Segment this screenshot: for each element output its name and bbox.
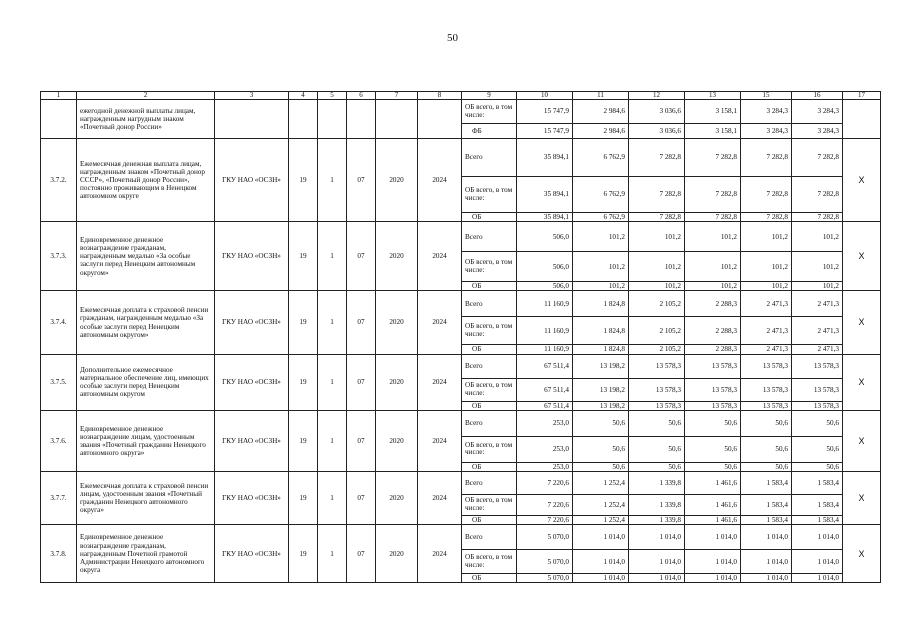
amount-cell: 13 578,3 (792, 354, 843, 378)
amount-cell: 50,6 (741, 436, 792, 462)
empty-cell (347, 100, 376, 139)
amount-cell: 13 578,3 (792, 378, 843, 401)
item-number (41, 100, 77, 139)
item-description: Единовременное денежное вознаграждение лицам, удостоенным звания «Почетный гражданин Ненецкого автономного округа» (77, 410, 215, 471)
x-mark: X (843, 410, 881, 471)
code-cell: 1 (318, 354, 347, 410)
funding-label: ОБ всего, в том числе: (462, 177, 517, 213)
code-cell: 2024 (418, 354, 462, 410)
funding-label: Всего (462, 525, 517, 550)
column-number: 15 (741, 92, 792, 100)
code-cell: 2020 (376, 472, 418, 525)
funding-label: ОБ (462, 213, 517, 222)
item-number: 3.7.3. (41, 222, 77, 291)
amount-cell: 1 014,0 (573, 525, 629, 550)
table-row (41, 222, 881, 252)
amount-cell: 2 471,3 (792, 317, 843, 345)
code-cell: 19 (289, 354, 318, 410)
column-number: 6 (347, 92, 376, 100)
amount-cell: 101,2 (792, 252, 843, 282)
amount-cell: 3 284,3 (792, 100, 843, 124)
code-cell: 2020 (376, 139, 418, 222)
funding-label: ОБ всего, в том числе: (462, 317, 517, 345)
amount-cell: 50,6 (741, 462, 792, 471)
empty-cell (215, 100, 289, 139)
amount-cell: 2 288,3 (685, 291, 741, 317)
code-cell: 2020 (376, 410, 418, 471)
amount-cell: 50,6 (685, 436, 741, 462)
item-description: Ежемесячная доплата к страховой пенсии гражданам, награжденным медалью «За особые заслуги перед Ненецким автономным округом» (77, 291, 215, 354)
amount-cell: 1 461,6 (685, 516, 741, 525)
amount-cell: 67 511,4 (517, 378, 573, 401)
item-description: Единовременное денежное вознаграждение гражданам, награжденным Почетной грамотой Администрации Ненецкого автономного округа (77, 525, 215, 583)
column-number: 2 (77, 92, 215, 100)
amount-cell: 2 105,2 (629, 291, 685, 317)
amount-cell: 2 471,3 (741, 291, 792, 317)
empty-cell (289, 100, 318, 139)
amount-cell: 50,6 (792, 462, 843, 471)
amount-cell: 2 105,2 (629, 317, 685, 345)
amount-cell: 6 762,9 (573, 213, 629, 222)
amount-cell: 7 282,8 (685, 213, 741, 222)
amount-cell: 1 824,8 (573, 317, 629, 345)
amount-cell: 7 282,8 (685, 177, 741, 213)
amount-cell: 5 070,0 (517, 574, 573, 583)
column-number: 4 (289, 92, 318, 100)
amount-cell: 1 583,4 (741, 495, 792, 516)
amount-cell: 3 158,1 (685, 100, 741, 124)
amount-cell: 101,2 (573, 222, 629, 252)
amount-cell: 2 471,3 (792, 291, 843, 317)
item-number: 3.7.7. (41, 472, 77, 525)
amount-cell: 13 198,2 (573, 354, 629, 378)
amount-cell: 1 014,0 (741, 525, 792, 550)
amount-cell: 13 578,3 (629, 354, 685, 378)
program-table (40, 91, 881, 583)
code-cell: 2024 (418, 139, 462, 222)
table-row (41, 472, 881, 495)
amount-cell: 2 984,6 (573, 100, 629, 124)
code-cell: 1 (318, 291, 347, 354)
amount-cell: 101,2 (573, 252, 629, 282)
amount-cell: 7 220,6 (517, 472, 573, 495)
column-number: 12 (629, 92, 685, 100)
amount-cell: 2 984,6 (573, 124, 629, 139)
code-cell: 2020 (376, 291, 418, 354)
code-cell: 2024 (418, 410, 462, 471)
executor: ГКУ НАО «ОСЗН» (215, 410, 289, 471)
code-cell: 07 (347, 472, 376, 525)
column-number: 3 (215, 92, 289, 100)
amount-cell: 101,2 (685, 222, 741, 252)
amount-cell: 101,2 (685, 282, 741, 291)
amount-cell: 1 014,0 (629, 550, 685, 574)
amount-cell: 1 252,4 (573, 516, 629, 525)
amount-cell: 6 762,9 (573, 177, 629, 213)
amount-cell: 506,0 (517, 222, 573, 252)
amount-cell: 6 762,9 (573, 139, 629, 177)
code-cell: 19 (289, 291, 318, 354)
table-row (41, 139, 881, 177)
item-description: ежегодной денежной выплаты лицам, награжденным нагрудным знаком «Почетный донор России» (77, 100, 215, 139)
x-mark: X (843, 139, 881, 222)
amount-cell: 13 578,3 (629, 401, 685, 410)
amount-cell: 50,6 (685, 410, 741, 436)
table-row (41, 354, 881, 378)
item-description: Ежемесячная доплата к страховой пенсии лицам, удостоенным звания «Почетный гражданин Ненецкого автономного округа» (77, 472, 215, 525)
amount-cell: 1 014,0 (685, 550, 741, 574)
amount-cell: 506,0 (517, 282, 573, 291)
column-number: 7 (376, 92, 418, 100)
code-cell: 2020 (376, 525, 418, 583)
item-number: 3.7.8. (41, 525, 77, 583)
table-body (41, 92, 881, 583)
funding-label: ОБ всего, в том числе: (462, 550, 517, 574)
amount-cell: 3 284,3 (741, 100, 792, 124)
amount-cell: 50,6 (629, 462, 685, 471)
amount-cell: 50,6 (792, 410, 843, 436)
amount-cell: 50,6 (685, 462, 741, 471)
empty-cell (418, 100, 462, 139)
code-cell: 19 (289, 472, 318, 525)
amount-cell: 7 282,8 (741, 139, 792, 177)
amount-cell: 1 014,0 (741, 574, 792, 583)
code-cell: 07 (347, 139, 376, 222)
code-cell: 19 (289, 222, 318, 291)
amount-cell: 3 158,1 (685, 124, 741, 139)
code-cell: 19 (289, 410, 318, 471)
amount-cell: 7 220,6 (517, 495, 573, 516)
column-number: 16 (792, 92, 843, 100)
amount-cell: 1 014,0 (792, 550, 843, 574)
table-row (41, 100, 881, 124)
amount-cell: 101,2 (629, 282, 685, 291)
amount-cell: 1 014,0 (685, 525, 741, 550)
table-row (41, 525, 881, 550)
code-cell: 07 (347, 410, 376, 471)
amount-cell: 1 583,4 (792, 472, 843, 495)
executor: ГКУ НАО «ОСЗН» (215, 525, 289, 583)
amount-cell: 7 282,8 (792, 139, 843, 177)
amount-cell: 13 198,2 (573, 401, 629, 410)
amount-cell: 7 220,6 (517, 516, 573, 525)
funding-label: ОБ всего, в том числе: (462, 436, 517, 462)
empty-cell (376, 100, 418, 139)
amount-cell: 13 578,3 (685, 354, 741, 378)
code-cell: 2024 (418, 472, 462, 525)
code-cell: 07 (347, 354, 376, 410)
amount-cell: 2 471,3 (741, 317, 792, 345)
item-number: 3.7.5. (41, 354, 77, 410)
page-number: 50 (447, 32, 458, 44)
amount-cell: 253,0 (517, 410, 573, 436)
amount-cell: 7 282,8 (792, 213, 843, 222)
amount-cell: 50,6 (741, 410, 792, 436)
amount-cell: 3 284,3 (741, 124, 792, 139)
amount-cell: 1 583,4 (741, 516, 792, 525)
amount-cell: 1 014,0 (741, 550, 792, 574)
amount-cell: 11 160,9 (517, 345, 573, 354)
empty-cell (318, 100, 347, 139)
code-cell: 2020 (376, 222, 418, 291)
amount-cell: 35 894,1 (517, 213, 573, 222)
table-row (41, 410, 881, 436)
executor: ГКУ НАО «ОСЗН» (215, 291, 289, 354)
x-mark: X (843, 354, 881, 410)
amount-cell: 50,6 (629, 436, 685, 462)
amount-cell: 2 288,3 (685, 345, 741, 354)
amount-cell: 2 105,2 (629, 345, 685, 354)
item-number: 3.7.2. (41, 139, 77, 222)
funding-label: Всего (462, 354, 517, 378)
amount-cell: 1 014,0 (573, 550, 629, 574)
amount-cell: 67 511,4 (517, 354, 573, 378)
amount-cell: 101,2 (741, 252, 792, 282)
funding-label: ОБ всего, в том числе: (462, 100, 517, 124)
amount-cell: 7 282,8 (741, 177, 792, 213)
amount-cell: 101,2 (573, 282, 629, 291)
amount-cell: 5 070,0 (517, 525, 573, 550)
amount-cell: 1 824,8 (573, 291, 629, 317)
code-cell: 2020 (376, 354, 418, 410)
amount-cell: 101,2 (629, 222, 685, 252)
code-cell: 2024 (418, 525, 462, 583)
amount-cell: 15 747,9 (517, 100, 573, 124)
column-number: 5 (318, 92, 347, 100)
code-cell: 1 (318, 222, 347, 291)
amount-cell: 101,2 (685, 252, 741, 282)
funding-label: ОБ (462, 462, 517, 471)
amount-cell: 2 288,3 (685, 317, 741, 345)
amount-cell: 1 014,0 (792, 525, 843, 550)
column-number: 10 (517, 92, 573, 100)
column-number: 9 (462, 92, 517, 100)
code-cell: 1 (318, 139, 347, 222)
amount-cell: 2 471,3 (741, 345, 792, 354)
amount-cell: 1 461,6 (685, 495, 741, 516)
code-cell: 19 (289, 139, 318, 222)
amount-cell: 15 747,9 (517, 124, 573, 139)
amount-cell: 13 578,3 (741, 378, 792, 401)
header-row (41, 92, 881, 100)
amount-cell: 13 578,3 (685, 378, 741, 401)
code-cell: 2024 (418, 222, 462, 291)
x-mark: X (843, 525, 881, 583)
amount-cell: 13 578,3 (685, 401, 741, 410)
amount-cell: 253,0 (517, 436, 573, 462)
amount-cell: 253,0 (517, 462, 573, 471)
funding-label: Всего (462, 291, 517, 317)
item-description: Дополнительное ежемесячное материальное обеспечение лиц, имеющих особые заслуги перед Ненецким автономным округом (77, 354, 215, 410)
amount-cell: 1 583,4 (792, 495, 843, 516)
amount-cell: 1 014,0 (792, 574, 843, 583)
amount-cell: 35 894,1 (517, 177, 573, 213)
amount-cell: 5 070,0 (517, 550, 573, 574)
funding-label: Всего (462, 139, 517, 177)
executor: ГКУ НАО «ОСЗН» (215, 139, 289, 222)
amount-cell: 7 282,8 (629, 177, 685, 213)
x-mark: X (843, 291, 881, 354)
amount-cell: 50,6 (629, 410, 685, 436)
amount-cell: 1 014,0 (685, 574, 741, 583)
amount-cell: 50,6 (792, 436, 843, 462)
amount-cell: 1 014,0 (573, 574, 629, 583)
amount-cell: 50,6 (573, 410, 629, 436)
amount-cell: 7 282,8 (629, 213, 685, 222)
amount-cell: 13 578,3 (629, 378, 685, 401)
amount-cell: 101,2 (741, 222, 792, 252)
amount-cell: 1 014,0 (629, 525, 685, 550)
funding-label: ОБ (462, 401, 517, 410)
table-row (41, 291, 881, 317)
executor: ГКУ НАО «ОСЗН» (215, 472, 289, 525)
code-cell: 07 (347, 525, 376, 583)
amount-cell: 101,2 (629, 252, 685, 282)
funding-label: ОБ (462, 345, 517, 354)
amount-cell: 1 014,0 (629, 574, 685, 583)
amount-cell: 1 252,4 (573, 495, 629, 516)
code-cell: 1 (318, 525, 347, 583)
amount-cell: 50,6 (573, 462, 629, 471)
funding-label: ОБ всего, в том числе: (462, 378, 517, 401)
amount-cell: 13 578,3 (792, 401, 843, 410)
amount-cell: 11 160,9 (517, 291, 573, 317)
amount-cell: 35 894,1 (517, 139, 573, 177)
amount-cell: 11 160,9 (517, 317, 573, 345)
amount-cell: 13 578,3 (741, 401, 792, 410)
funding-label: ОБ всего, в том числе: (462, 495, 517, 516)
code-cell: 2024 (418, 291, 462, 354)
code-cell: 1 (318, 472, 347, 525)
x-mark: X (843, 472, 881, 525)
column-number: 1 (41, 92, 77, 100)
amount-cell: 1 339,8 (629, 495, 685, 516)
amount-cell: 7 282,8 (741, 213, 792, 222)
amount-cell: 3 284,3 (792, 124, 843, 139)
empty-cell (843, 100, 881, 139)
amount-cell: 1 339,8 (629, 472, 685, 495)
funding-label: Всего (462, 222, 517, 252)
amount-cell: 1 339,8 (629, 516, 685, 525)
amount-cell: 3 036,6 (629, 124, 685, 139)
funding-label: ОБ (462, 516, 517, 525)
amount-cell: 13 198,2 (573, 378, 629, 401)
amount-cell: 101,2 (792, 222, 843, 252)
item-number: 3.7.6. (41, 410, 77, 471)
item-number: 3.7.4. (41, 291, 77, 354)
amount-cell: 67 511,4 (517, 401, 573, 410)
amount-cell: 506,0 (517, 252, 573, 282)
funding-label: ОБ всего, в том числе: (462, 252, 517, 282)
amount-cell: 50,6 (573, 436, 629, 462)
column-number: 13 (685, 92, 741, 100)
column-number: 11 (573, 92, 629, 100)
column-number: 17 (843, 92, 881, 100)
amount-cell: 1 824,8 (573, 345, 629, 354)
code-cell: 07 (347, 222, 376, 291)
item-description: Единовременное денежное вознаграждение гражданам, награжденным медалью «За особые заслуги перед Ненецким автономным округом» (77, 222, 215, 291)
item-description: Ежемесячная денежная выплата лицам, награжденным знаком «Почетный донор СССР», «Почетный донор России», постоянно проживающим в Ненецком автономном округе (77, 139, 215, 222)
code-cell: 07 (347, 291, 376, 354)
amount-cell: 7 282,8 (629, 139, 685, 177)
funding-label: Всего (462, 472, 517, 495)
amount-cell: 101,2 (792, 282, 843, 291)
code-cell: 1 (318, 410, 347, 471)
executor: ГКУ НАО «ОСЗН» (215, 354, 289, 410)
funding-label: Всего (462, 410, 517, 436)
amount-cell: 1 583,4 (792, 516, 843, 525)
amount-cell: 1 461,6 (685, 472, 741, 495)
amount-cell: 2 471,3 (792, 345, 843, 354)
funding-label: ОБ (462, 574, 517, 583)
amount-cell: 13 578,3 (741, 354, 792, 378)
amount-cell: 101,2 (741, 282, 792, 291)
executor: ГКУ НАО «ОСЗН» (215, 222, 289, 291)
amount-cell: 3 036,6 (629, 100, 685, 124)
x-mark: X (843, 222, 881, 291)
amount-cell: 7 282,8 (685, 139, 741, 177)
code-cell: 19 (289, 525, 318, 583)
funding-label: ФБ (462, 124, 517, 139)
amount-cell: 7 282,8 (792, 177, 843, 213)
column-number: 8 (418, 92, 462, 100)
funding-label: ОБ (462, 282, 517, 291)
amount-cell: 1 252,4 (573, 472, 629, 495)
amount-cell: 1 583,4 (741, 472, 792, 495)
